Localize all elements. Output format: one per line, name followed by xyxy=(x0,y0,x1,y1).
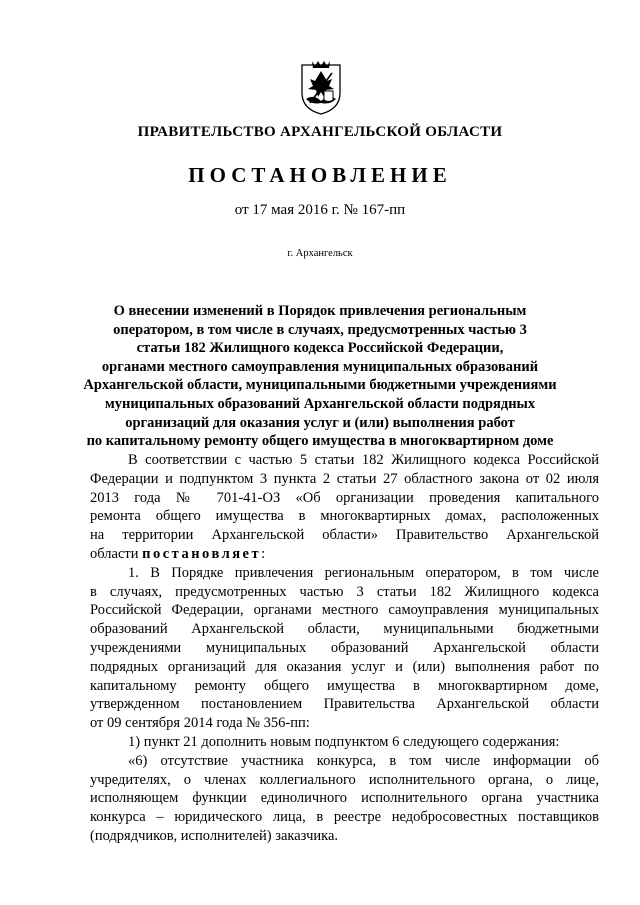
government-title: ПРАВИТЕЛЬСТВО АРХАНГЕЛЬСКОЙ ОБЛАСТИ xyxy=(137,124,503,140)
subject-line: муниципальных образований Архангельской области подрядных xyxy=(104,395,536,412)
body-text: : xyxy=(261,545,266,562)
document-type: ПОСТАНОВЛЕНИЕ xyxy=(188,163,452,187)
resolves-keyword: постановляет xyxy=(142,545,262,562)
document-subject xyxy=(80,302,560,451)
body-line: «6) отсутствие участника конкурса, в том числе информации об xyxy=(128,752,599,769)
body-line: образований Архангельской области, муниципальными бюджетными xyxy=(90,621,599,638)
body-line: В соответствии с частью 5 статьи 182 Жилищного кодекса Российской xyxy=(128,452,599,468)
document-body xyxy=(90,451,599,846)
body-line: (подрядчиков, исполнителей) заказчика. xyxy=(90,827,339,844)
subject-line: организаций для оказания услуг и (или) выполнения работ xyxy=(125,414,515,431)
body-line: 1) пункт 21 дополнить новым подпунктом 6 следующего содержания: xyxy=(128,733,560,750)
paragraph-quote xyxy=(90,752,599,846)
body-line: капитальному ремонту общего имущества в многоквартирном доме, xyxy=(90,677,599,694)
subject-line: оператором, в том числе в случаях, предусмотренных частью 3 xyxy=(113,321,527,338)
subject-line: по капитальному ремонту общего имущества в многоквартирном доме xyxy=(86,433,554,450)
paragraph-item-1 xyxy=(90,564,599,733)
body-line: от 09 сентября 2014 года № 356-пп: xyxy=(90,715,310,732)
document-date-number: от 17 мая 2016 г. № 167-пп xyxy=(234,202,406,218)
body-line: учредителях, о членах коллегиального исполнительного органа, о лице, xyxy=(90,771,599,788)
body-line: исполняющем функции единоличного исполнительного органа участника xyxy=(90,790,599,807)
subject-line: статьи 182 Жилищного кодекса Российской Федерации, xyxy=(136,340,504,357)
body-line: 1. В Порядке привлечения региональным оператором, в том числе xyxy=(128,564,599,581)
paragraph-subitem-1 xyxy=(90,733,599,752)
body-line: в случаях, предусмотренных частью 3 статьи 182 Жилищного кодекса xyxy=(90,583,599,600)
subject-line: О внесении изменений в Порядок привлечения региональным xyxy=(113,303,527,319)
body-line xyxy=(90,545,599,564)
coat-of-arms-icon xyxy=(298,59,344,115)
paragraph-preamble xyxy=(90,451,599,564)
document-city: г. Архангельск xyxy=(287,248,353,259)
body-line: подрядных организаций для оказания услуг и (или) выполнения работ по xyxy=(90,658,599,675)
body-line: Российской Федерации, органами местного самоуправления муниципальных xyxy=(90,602,599,619)
subject-line: органами местного самоуправления муниципальных образований xyxy=(101,358,539,375)
body-text: области xyxy=(90,545,143,562)
body-line: 2013 года № 701-41-ОЗ «Об организации проведения капитального xyxy=(90,489,599,506)
subject-line: Архангельской области, муниципальными бюджетными учреждениями xyxy=(83,377,557,394)
body-line: на территории Архангельской области» Правительство Архангельской xyxy=(90,527,599,544)
body-line: ремонта общего имущества в многоквартирных домах, расположенных xyxy=(90,508,599,525)
body-line: конкурса – юридического лица, в реестре недобросовестных поставщиков xyxy=(90,809,599,826)
body-line: утвержденном постановлением Правительства Архангельской области xyxy=(90,696,599,713)
body-line: учреждениями муниципальных образований Архангельской области xyxy=(90,639,599,656)
body-line: Федерации и подпунктом 3 пункта 2 статьи 27 областного закона от 02 июля xyxy=(90,470,599,487)
